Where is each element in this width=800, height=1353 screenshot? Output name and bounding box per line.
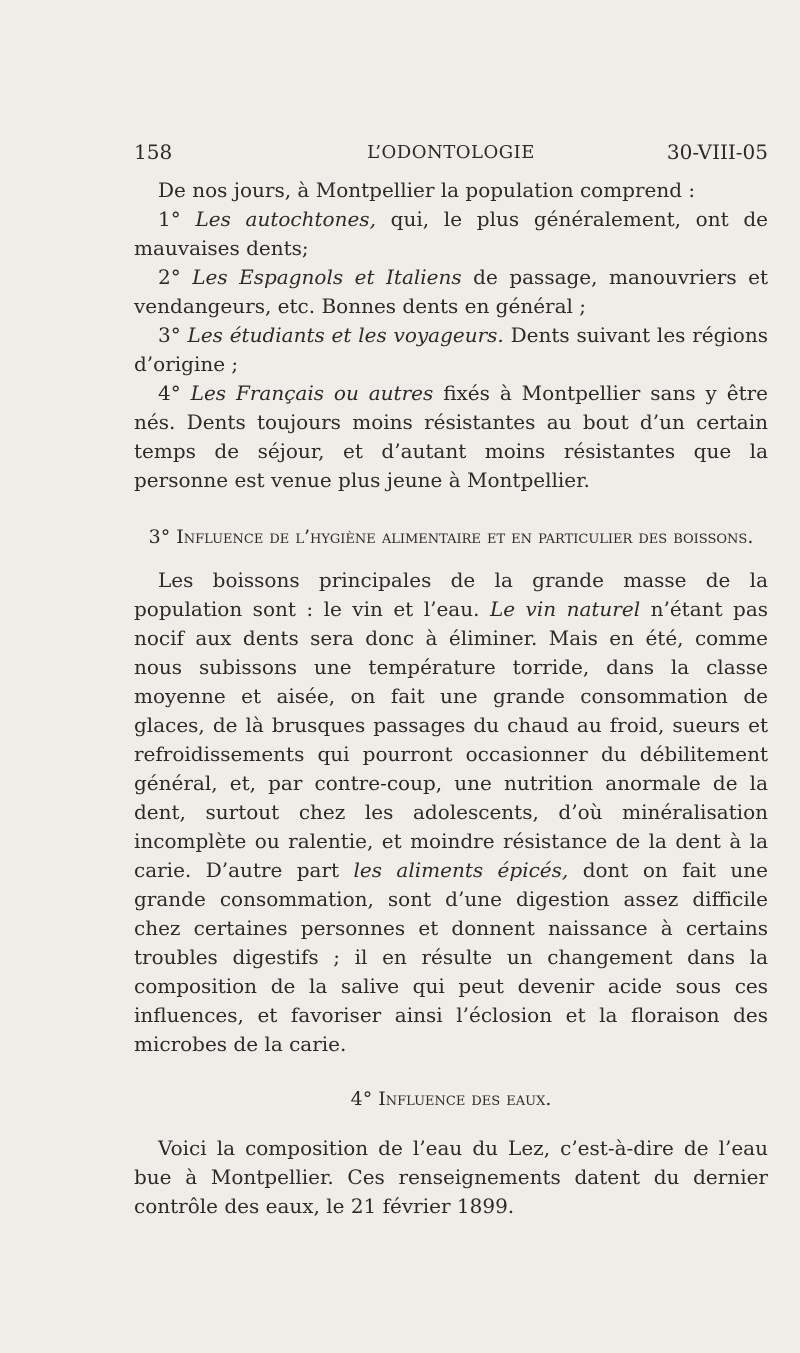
running-header	[134, 140, 768, 170]
section-paragraph	[134, 566, 768, 1059]
text-run: n’étant pas nocif aux dents sera donc à éliminer. Mais en été, comme nous subissons une température torride, dans la classe moyenne et aisée, on fait une grande consommation de glaces, de là brusques passages du chaud au froid, sueurs et refroidissements qui pourront occasionner du débilitement général, et, par contre-coup, une nutrition anormale de la dent, surtout chez les adolescents, d’où minéralisation incomplète ou ralentie, et moindre résistance de la dent à la carie. D’autre part	[134, 597, 769, 882]
page-body	[134, 176, 768, 1221]
list-text: fixés à Montpellier sans y être nés. Dents toujours moins résistantes au bout d’un certain temps de séjour, et d’autant moins résistantes que la personne est venue plus jeune à Montpellier.	[134, 381, 769, 492]
emphasis: Le vin naturel	[489, 597, 641, 621]
list-number: 4°	[158, 381, 181, 405]
list-text: qui, le plus généralement, ont de mauvaises dents;	[134, 207, 768, 260]
emphasis: les aliments épicés,	[353, 858, 569, 882]
list-number: 1°	[158, 207, 181, 231]
list-label: Les Espagnols et Italiens	[192, 265, 462, 289]
list-item	[134, 379, 768, 495]
list-item	[134, 263, 768, 321]
list-text: de passage, manouvriers et vendangeurs, etc. Bonnes dents en général ;	[134, 265, 768, 318]
running-title: L’ODONTOLOGIE	[367, 142, 535, 163]
section-heading: 4° Influence des eaux.	[350, 1088, 552, 1110]
page-number: 158	[134, 140, 173, 164]
list-text: Dents suivant les régions d’origine ;	[134, 323, 768, 376]
issue-date: 30-VIII-05	[666, 140, 768, 164]
list-item	[134, 205, 768, 263]
list-number: 2°	[158, 265, 181, 289]
section-paragraph: Voici la composition de l’eau du Lez, c’est-à-dire de l’eau bue à Montpellier. Ces renseignements datent du dernier contrôle des eaux, le 21 février 1899.	[134, 1136, 768, 1218]
section-heading: 3° Influence de l’hygiène alimentaire et en particulier des boissons.	[148, 526, 754, 548]
list-label: Les autochtones,	[195, 207, 376, 231]
list-label: Les Français ou autres	[190, 381, 434, 405]
list-label: Les étudiants et les voyageurs.	[187, 323, 504, 347]
list-item	[134, 321, 768, 379]
text-run: dont on fait une grande consommation, sont d’une digestion assez difficile chez certaines personnes et donnent naissance à certains troubles digestifs ; il en résulte un changement dans la composition de la salive qui peut devenir acide sous ces influences, et favoriser ainsi l’éclosion et la floraison des microbes de la carie.	[134, 858, 769, 1056]
text-run: Les boissons principales de la grande masse de la population sont : le vin et l’eau.	[134, 568, 768, 621]
intro-paragraph: De nos jours, à Montpellier la population comprend :	[158, 178, 696, 202]
list-number: 3°	[158, 323, 181, 347]
